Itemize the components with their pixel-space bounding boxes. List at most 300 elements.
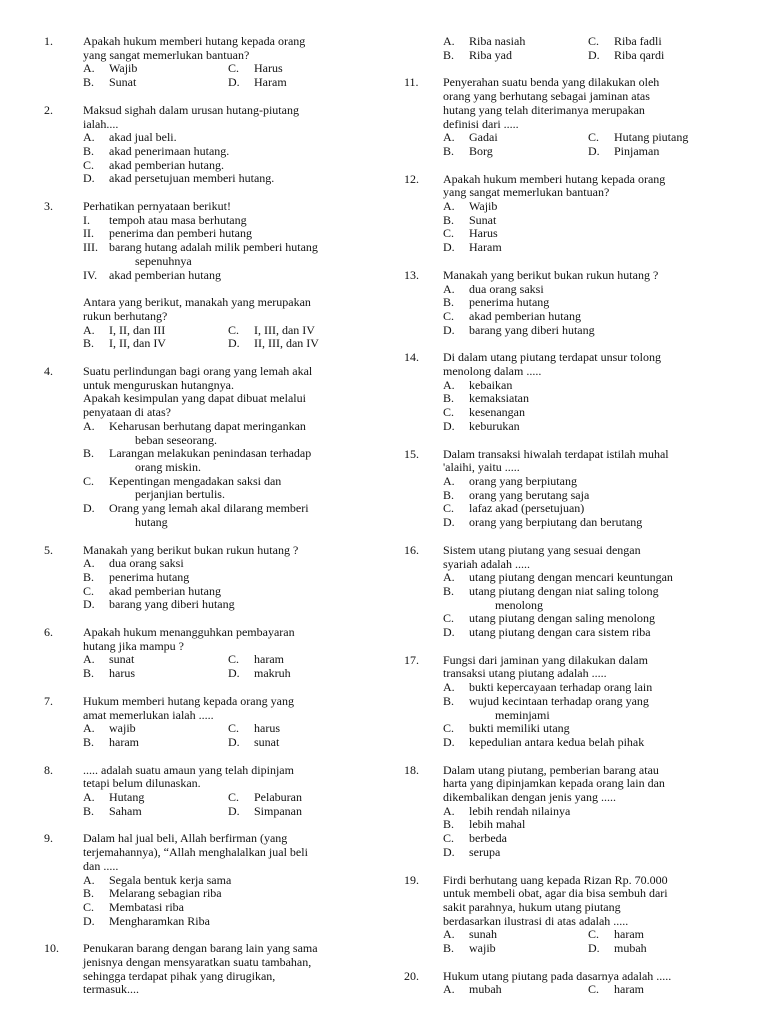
option-text: harus	[109, 666, 135, 681]
option-letter: B.	[443, 693, 455, 708]
question-number: 4.	[44, 364, 53, 379]
option-letter: A.	[443, 34, 455, 48]
option-text: Haram	[469, 240, 502, 255]
statement-item	[83, 214, 362, 228]
question	[44, 365, 362, 529]
option-text: wujud kecintaan terhadap orang yang	[469, 693, 649, 708]
option-letter: A.	[443, 473, 455, 488]
answer-option[interactable]	[443, 296, 722, 310]
statement-numeral: III.	[83, 240, 98, 255]
option-letter: B.	[443, 941, 455, 956]
option-letter: D.	[443, 240, 455, 255]
option-letter: B.	[83, 666, 95, 681]
question-number: 20.	[404, 968, 419, 983]
answer-options-grid	[83, 653, 362, 680]
question-text: Hukum memberi hutang kepada orang yang	[83, 693, 294, 708]
option-letter: C.	[443, 501, 455, 516]
option-letter: C.	[588, 34, 600, 48]
question-text: yang sangat memerlukan bantuan?	[443, 185, 610, 200]
question-text: dikembalikan dengan jenis yang .....	[443, 790, 616, 805]
answer-option[interactable]	[228, 324, 373, 338]
spacer	[404, 530, 722, 544]
option-letter: A.	[443, 982, 455, 997]
answer-option[interactable]	[588, 983, 733, 997]
option-letter: C.	[83, 473, 95, 488]
option-text: dua orang saksi	[109, 556, 184, 571]
question-number: 16.	[404, 542, 419, 557]
question-text: definisi dari .....	[443, 116, 519, 131]
answer-option[interactable]	[588, 35, 733, 49]
question-text: terjemahannya), “Allah menghalalkan jual beli	[83, 845, 308, 860]
option-text: Sunat	[469, 212, 497, 227]
answer-options-grid	[83, 791, 362, 818]
answer-option[interactable]	[443, 695, 722, 722]
option-text: Hutang	[109, 790, 145, 805]
question	[44, 764, 362, 819]
answer-option[interactable]	[83, 585, 362, 599]
option-letter: A.	[443, 927, 455, 942]
question-text: 'alaihi, yaitu .....	[443, 460, 520, 475]
statement-item	[83, 227, 362, 241]
question-text: rukun berhutang?	[83, 308, 168, 323]
spacer	[404, 255, 722, 269]
spacer	[404, 860, 722, 874]
option-text: akad penerimaan hutang.	[109, 143, 230, 158]
option-text: utang piutang dengan saling menolong	[469, 611, 655, 626]
answer-options-grid	[443, 928, 722, 955]
answer-option[interactable]	[83, 722, 228, 736]
question-text: yang sangat memerlukan bantuan?	[83, 47, 250, 62]
question-text: Apakah hukum menangguhkan pembayaran	[83, 625, 295, 640]
answer-option[interactable]	[443, 942, 588, 956]
answer-option[interactable]	[83, 901, 362, 915]
question	[404, 351, 722, 433]
option-letter: C.	[443, 405, 455, 420]
option-text: Pinjaman	[614, 143, 660, 158]
option-letter: D.	[443, 844, 455, 859]
question-text: sakit parahnya, hukum utang piutang	[443, 899, 621, 914]
question	[44, 104, 362, 186]
question	[404, 269, 722, 338]
option-text: mubah	[469, 982, 502, 997]
answer-option[interactable]	[588, 49, 733, 63]
question-text: hutang jika mampu ?	[83, 638, 184, 653]
option-text: Riba qardi	[614, 47, 665, 62]
answer-option[interactable]	[588, 928, 733, 942]
option-text: Gadai	[469, 130, 498, 145]
spacer	[44, 818, 362, 832]
answer-option[interactable]	[443, 49, 588, 63]
answer-option[interactable]	[443, 681, 722, 695]
spacer	[44, 681, 362, 695]
question-number: 10.	[44, 941, 59, 956]
option-letter: D.	[588, 143, 600, 158]
question-number: 5.	[44, 542, 53, 557]
statement-text: tempoh atau masa berhutang	[109, 212, 247, 227]
answer-option[interactable]	[83, 736, 228, 750]
statement-numeral: I.	[83, 212, 90, 227]
option-letter: C.	[443, 831, 455, 846]
question-number: 9.	[44, 831, 53, 846]
answer-option[interactable]	[443, 722, 722, 736]
option-letter: C.	[443, 226, 455, 241]
answer-option[interactable]	[443, 214, 722, 228]
option-letter: A.	[83, 556, 95, 571]
question-text: Antara yang berikut, manakah yang merupakan	[83, 295, 311, 310]
question-text: sehingga terdapat pihak yang dirugikan,	[83, 968, 276, 983]
answer-option[interactable]	[588, 131, 733, 145]
question-text: Hukum utang piutang pada dasarnya adalah .....	[443, 968, 672, 983]
answer-option[interactable]	[443, 392, 722, 406]
question-text: tetapi belum dilunaskan.	[83, 776, 201, 791]
answer-option[interactable]	[443, 736, 722, 750]
question-number: 1.	[44, 34, 53, 48]
answer-option[interactable]	[83, 874, 362, 888]
answer-option[interactable]	[443, 805, 722, 819]
answer-option[interactable]	[443, 489, 722, 503]
question-text: harta yang dipinjamkan kepada orang lain dan	[443, 776, 665, 791]
question-number: 8.	[44, 762, 53, 777]
question-text: orang yang berhutang sebagai jaminan atas	[443, 89, 650, 104]
option-text: akad pemberian hutang.	[109, 157, 224, 172]
answer-option[interactable]	[443, 818, 722, 832]
question-text: Di dalam utang piutang terdapat unsur tolong	[443, 350, 661, 365]
question-text: berdasarkan ilustrasi di atas adalah .....	[443, 913, 629, 928]
answer-options-grid	[443, 35, 722, 62]
answer-option[interactable]	[83, 653, 228, 667]
question-text: Manakah yang berikut bukan rukun hutang ?	[83, 542, 299, 557]
option-text: haram	[109, 734, 139, 749]
option-letter: A.	[83, 721, 95, 736]
option-text: akad pemberian hutang	[469, 308, 581, 323]
option-text: perjanjian bertulis.	[135, 487, 225, 502]
statement-text: sepenuhnya	[135, 253, 192, 268]
question	[44, 200, 362, 351]
answer-option[interactable]	[443, 516, 722, 530]
answer-option[interactable]	[228, 653, 373, 667]
question-text: Manakah yang berikut bukan rukun hutang ?	[443, 267, 659, 282]
answer-option[interactable]	[443, 626, 722, 640]
answer-option[interactable]	[83, 131, 362, 145]
option-letter: B.	[443, 817, 455, 832]
option-text: mubah	[614, 941, 647, 956]
option-letter: C.	[588, 982, 600, 997]
option-text: haram	[614, 927, 644, 942]
answer-option[interactable]	[83, 805, 228, 819]
option-letter: D.	[228, 803, 240, 818]
option-text: Saham	[109, 803, 142, 818]
option-text: II, III, dan IV	[254, 336, 319, 351]
option-text: Wajib	[109, 61, 138, 76]
option-text: Pelaburan	[254, 790, 302, 805]
option-text: Keharusan berhutang dapat meringankan	[109, 418, 306, 433]
answer-option[interactable]	[588, 145, 733, 159]
statement-item	[83, 269, 362, 283]
answer-option[interactable]	[83, 791, 228, 805]
answer-option[interactable]	[83, 598, 362, 612]
spacer	[44, 612, 362, 626]
answer-option[interactable]	[83, 887, 362, 901]
question-text: termasuk....	[83, 982, 139, 997]
answer-options-grid	[83, 324, 362, 351]
option-text: haram	[254, 652, 284, 667]
answer-option[interactable]	[588, 942, 733, 956]
question-text: Perhatikan pernyataan berikut!	[83, 199, 231, 214]
spacer	[44, 750, 362, 764]
spacer	[44, 928, 362, 942]
question-text: untuk menguruskan hutangnya.	[83, 377, 234, 392]
option-text: beban seseorang.	[135, 432, 217, 447]
option-letter: D.	[83, 171, 95, 186]
option-letter: B.	[83, 803, 95, 818]
option-text: Riba yad	[469, 47, 512, 62]
answer-option[interactable]	[83, 62, 228, 76]
question	[404, 544, 722, 640]
question-text: amat memerlukan ialah .....	[83, 707, 214, 722]
option-letter: C.	[443, 308, 455, 323]
option-text: utang piutang dengan mencari keuntungan	[469, 570, 673, 585]
question-text: penyataan di atas?	[83, 405, 171, 420]
question-text: syariah adalah .....	[443, 556, 530, 571]
question-text: untuk membeli obat, agar dia bisa sembuh dari	[443, 886, 668, 901]
answer-option[interactable]	[83, 172, 362, 186]
question	[404, 764, 722, 860]
option-text: Simpanan	[254, 803, 302, 818]
option-text: orang yang berutang saja	[469, 487, 590, 502]
option-letter: A.	[83, 790, 95, 805]
question-number: 18.	[404, 762, 419, 777]
option-text: utang piutang dengan cara sistem riba	[469, 625, 651, 640]
answer-option[interactable]	[443, 406, 722, 420]
answer-option[interactable]	[443, 571, 722, 585]
question	[404, 35, 722, 62]
answer-option[interactable]	[443, 131, 588, 145]
answer-option[interactable]	[443, 612, 722, 626]
question	[44, 832, 362, 928]
answer-option[interactable]	[228, 736, 373, 750]
left-column	[44, 35, 362, 997]
answer-option[interactable]	[443, 475, 722, 489]
option-text: orang yang berpiutang	[469, 473, 577, 488]
option-letter: A.	[443, 199, 455, 214]
question-text: Apakah hukum memberi hutang kepada orang	[83, 34, 306, 48]
statement-numeral: IV.	[83, 267, 98, 282]
option-text: lebih mahal	[469, 817, 526, 832]
option-text: lebih rendah nilainya	[469, 803, 571, 818]
answer-option[interactable]	[443, 324, 722, 338]
answer-option[interactable]	[83, 475, 362, 502]
answer-option[interactable]	[443, 310, 722, 324]
answer-options-grid	[83, 722, 362, 749]
option-letter: A.	[83, 322, 95, 337]
answer-option[interactable]	[443, 846, 722, 860]
option-text: Membatasi riba	[109, 899, 184, 914]
answer-option[interactable]	[83, 667, 228, 681]
question-number: 19.	[404, 872, 419, 887]
answer-option[interactable]	[443, 241, 722, 255]
answer-option[interactable]	[443, 832, 722, 846]
answer-option[interactable]	[228, 62, 373, 76]
question-text: ..... adalah suatu amaun yang telah dipinjam	[83, 762, 294, 777]
option-text: wajib	[469, 941, 496, 956]
option-text: kemaksiatan	[469, 391, 529, 406]
question-text: ialah....	[83, 116, 119, 131]
answer-option[interactable]	[443, 420, 722, 434]
option-text: meminjami	[495, 707, 550, 722]
answer-option[interactable]	[443, 928, 588, 942]
spacer	[404, 956, 722, 970]
question	[404, 970, 722, 997]
right-column	[404, 35, 722, 997]
answer-option[interactable]	[83, 557, 362, 571]
answer-options-grid	[83, 62, 362, 89]
option-letter: D.	[83, 501, 95, 516]
option-text: Segala bentuk kerja sama	[109, 872, 232, 887]
option-letter: A.	[83, 130, 95, 145]
option-letter: B.	[443, 143, 455, 158]
option-text: orang miskin.	[135, 459, 201, 474]
answer-option[interactable]	[443, 35, 588, 49]
question-text: Penyerahan suatu benda yang dilakukan oleh	[443, 75, 660, 90]
option-text: utang piutang dengan niat saling tolong	[469, 583, 659, 598]
option-text: orang yang berpiutang dan berutang	[469, 515, 643, 530]
question-number: 7.	[44, 693, 53, 708]
question-text: dan .....	[83, 858, 119, 873]
question	[404, 874, 722, 956]
question-text: Fungsi dari jaminan yang dilakukan dalam	[443, 652, 648, 667]
answer-option[interactable]	[83, 324, 228, 338]
statement-text: barang hutang adalah milik pemberi hutang	[109, 240, 318, 255]
answer-option[interactable]	[83, 571, 362, 585]
option-letter: D.	[588, 941, 600, 956]
question-number: 3.	[44, 199, 53, 214]
answer-option[interactable]	[443, 283, 722, 297]
option-text: bukti memiliki utang	[469, 721, 570, 736]
answer-option[interactable]	[443, 227, 722, 241]
option-letter: D.	[443, 515, 455, 530]
spacer	[404, 337, 722, 351]
question-number: 12.	[404, 171, 419, 186]
answer-option[interactable]	[83, 502, 362, 529]
spacer	[404, 434, 722, 448]
option-text: Sunat	[109, 75, 137, 90]
option-letter: D.	[588, 47, 600, 62]
option-letter: C.	[83, 157, 95, 172]
option-letter: A.	[443, 130, 455, 145]
option-letter: A.	[83, 872, 95, 887]
option-text: makruh	[254, 666, 291, 681]
answer-option[interactable]	[83, 159, 362, 173]
option-letter: D.	[228, 75, 240, 90]
option-letter: C.	[588, 130, 600, 145]
option-letter: A.	[443, 281, 455, 296]
option-letter: C.	[228, 790, 240, 805]
option-text: barang yang diberi hutang	[109, 597, 235, 612]
option-letter: A.	[83, 418, 95, 433]
statement-numeral: II.	[83, 226, 94, 241]
spacer	[404, 640, 722, 654]
option-letter: D.	[443, 625, 455, 640]
option-letter: B.	[443, 47, 455, 62]
option-letter: C.	[83, 583, 95, 598]
option-text: Mengharamkan Riba	[109, 913, 210, 928]
answer-option[interactable]	[83, 915, 362, 929]
answer-option[interactable]	[443, 145, 588, 159]
option-text: akad pemberian hutang	[109, 583, 221, 598]
option-text: Larangan melakukan penindasan terhadap	[109, 446, 312, 461]
option-letter: B.	[83, 143, 95, 158]
option-letter: D.	[228, 336, 240, 351]
answer-option[interactable]	[443, 983, 588, 997]
option-text: Wajib	[469, 199, 498, 214]
option-letter: D.	[228, 666, 240, 681]
answer-option[interactable]	[443, 379, 722, 393]
question-text: jenisnya dengan mensyaratkan suatu tambahan,	[83, 955, 312, 970]
answer-option[interactable]	[83, 337, 228, 351]
question-number: 15.	[404, 446, 419, 461]
option-letter: B.	[83, 569, 95, 584]
answer-options-grid	[443, 131, 722, 158]
option-letter: A.	[443, 377, 455, 392]
spacer	[44, 351, 362, 365]
question-text: transaksi utang piutang adalah .....	[443, 666, 607, 681]
answer-option[interactable]	[443, 585, 722, 612]
option-letter: C.	[228, 322, 240, 337]
option-letter: C.	[588, 927, 600, 942]
option-letter: D.	[443, 418, 455, 433]
answer-option[interactable]	[83, 76, 228, 90]
question-number: 6.	[44, 625, 53, 640]
option-text: penerima hutang	[109, 569, 190, 584]
answer-option[interactable]	[228, 667, 373, 681]
question	[44, 695, 362, 750]
option-text: dua orang saksi	[469, 281, 544, 296]
answer-option[interactable]	[228, 722, 373, 736]
option-text: Melarang sebagian riba	[109, 886, 222, 901]
spacer	[44, 186, 362, 200]
question	[404, 448, 722, 530]
answer-option[interactable]	[83, 447, 362, 474]
spacer	[404, 159, 722, 173]
answer-option[interactable]	[83, 420, 362, 447]
answer-option[interactable]	[228, 76, 373, 90]
option-letter: C.	[83, 899, 95, 914]
option-text: sunat	[109, 652, 135, 667]
question	[44, 544, 362, 613]
option-text: I, III, dan IV	[254, 322, 315, 337]
option-text: bukti kepercayaan terhadap orang lain	[469, 680, 653, 695]
option-letter: B.	[443, 391, 455, 406]
question-text: Suatu perlindungan bagi orang yang lemah akal	[83, 364, 313, 379]
answer-option[interactable]	[83, 145, 362, 159]
answer-option[interactable]	[228, 337, 373, 351]
question	[404, 654, 722, 750]
answer-option[interactable]	[228, 805, 373, 819]
question-number: 11.	[404, 75, 419, 90]
option-letter: D.	[443, 322, 455, 337]
answer-option[interactable]	[228, 791, 373, 805]
option-letter: B.	[443, 295, 455, 310]
question-number: 14.	[404, 350, 419, 365]
statement-text: akad pemberian hutang	[109, 267, 221, 282]
answer-option[interactable]	[443, 200, 722, 214]
answer-option[interactable]	[443, 502, 722, 516]
option-letter: A.	[83, 652, 95, 667]
option-text: harus	[254, 721, 280, 736]
option-text: akad persetujuan memberi hutang.	[109, 171, 275, 186]
option-letter: C.	[443, 721, 455, 736]
option-text: menolong	[495, 597, 543, 612]
